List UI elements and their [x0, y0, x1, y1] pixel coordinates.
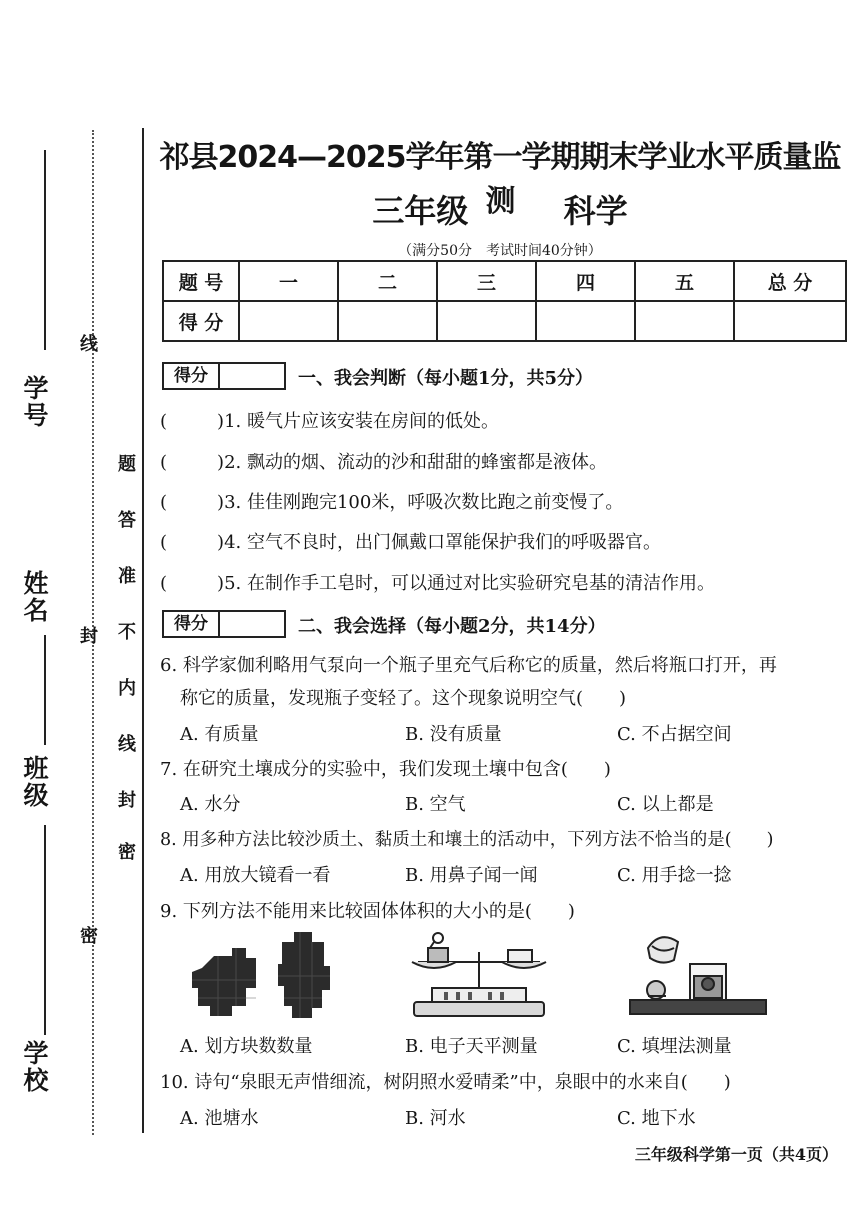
margin-rule [142, 128, 144, 1133]
q7-option-c[interactable]: C. 以上都是 [617, 794, 714, 815]
class-label: 班级 [20, 755, 49, 809]
grade-subject [150, 186, 850, 232]
score-cell[interactable] [338, 301, 437, 341]
student-id-label: 学号 [20, 375, 49, 429]
grade-label: 三年级 [372, 192, 469, 230]
section2-title: 二、我会选择（每小题2分，共14分） [298, 616, 606, 637]
section2-score-box [162, 610, 286, 638]
name-label: 姓名 [20, 570, 49, 624]
warning-char-2: 答 [118, 510, 136, 531]
school-label: 学校 [20, 1040, 49, 1094]
subject-label: 科学 [563, 192, 628, 230]
q6-option-b[interactable]: B. 没有质量 [405, 724, 502, 745]
score-box-blank[interactable] [220, 364, 284, 388]
score-cell[interactable] [635, 301, 734, 341]
q9-option-b[interactable]: B. 电子天平测量 [405, 1036, 538, 1057]
q6-option-a[interactable]: A. 有质量 [180, 724, 259, 745]
seal-char-secret: 密 [80, 926, 98, 947]
warning-char-8: 密 [118, 842, 136, 863]
burial-method-illustration [626, 926, 771, 1022]
score-table [162, 260, 847, 342]
q6-option-c[interactable]: C. 不占据空间 [617, 724, 732, 745]
q6-line2: 称它的质量，发现瓶子变轻了。这个现象说明空气( ) [180, 688, 627, 709]
answer-bracket[interactable]: ( ) [160, 532, 225, 553]
warning-char-7: 封 [118, 790, 136, 811]
q9-option-c[interactable]: C. 填埋法测量 [617, 1036, 732, 1057]
q6-line1: 6. 科学家伽利略用气泵向一个瓶子里充气后称它的质量，然后将瓶口打开，再 [160, 655, 777, 676]
q10-text: 10. 诗句“泉眼无声惜细流，树阴照水爱晴柔”中，泉眼中的水来自( ) [160, 1072, 731, 1093]
judge-item-text: 1. 暖气片应该安装在房间的低处。 [224, 411, 499, 432]
q7-text: 7. 在研究土壤成分的实验中，我们发现土壤中包含( ) [160, 759, 611, 780]
section1-title: 一、我会判断（每小题1分，共5分） [298, 368, 594, 389]
name-line [44, 635, 46, 745]
score-table-header-cell: 题 号 [163, 261, 239, 301]
score-table-score-row [163, 301, 846, 341]
score-table-header-cell: 二 [338, 261, 437, 301]
score-table-header-cell: 四 [536, 261, 635, 301]
q9-text: 9. 下列方法不能用来比较固体体积的大小的是( ) [160, 901, 575, 922]
score-cell[interactable] [734, 301, 846, 341]
warning-char-6: 线 [118, 734, 136, 755]
q8-option-b[interactable]: B. 用鼻子闻一闻 [405, 865, 538, 886]
q10-option-c[interactable]: C. 地下水 [617, 1108, 696, 1129]
answer-bracket[interactable]: ( ) [160, 492, 225, 513]
judge-item-text: 5. 在制作手工皂时，可以通过对比实验研究皂基的清洁作用。 [224, 573, 715, 594]
score-table-header-cell: 一 [239, 261, 338, 301]
q7-option-a[interactable]: A. 水分 [180, 794, 241, 815]
page-footer: 三年级科学第一页（共4页） [634, 1145, 838, 1164]
score-row-label: 得 分 [163, 301, 239, 341]
score-box-blank[interactable] [220, 612, 284, 636]
score-box-label: 得分 [164, 612, 220, 636]
answer-bracket[interactable]: ( ) [160, 573, 225, 594]
judge-item-2 [160, 448, 607, 474]
section1-score-box [162, 362, 286, 390]
judge-item-5 [160, 569, 715, 595]
judge-item-text: 2. 飘动的烟、流动的沙和甜甜的蜂蜜都是液体。 [224, 452, 607, 473]
q8-option-c[interactable]: C. 用手捻一捻 [617, 865, 732, 886]
judge-item-4 [160, 528, 661, 554]
answer-bracket[interactable]: ( ) [160, 411, 225, 432]
q7-option-b[interactable]: B. 空气 [405, 794, 466, 815]
class-line [44, 825, 46, 1035]
answer-bracket[interactable]: ( ) [160, 452, 225, 473]
seal-char-line: 线 [80, 334, 98, 355]
score-cell[interactable] [536, 301, 635, 341]
judge-item-1 [160, 407, 499, 433]
warning-char-3: 准 [118, 566, 136, 587]
score-cell[interactable] [437, 301, 536, 341]
score-table-header-cell: 三 [437, 261, 536, 301]
warning-char-4: 不 [118, 622, 136, 643]
judge-item-3 [160, 488, 623, 514]
q10-option-a[interactable]: A. 池塘水 [180, 1108, 259, 1129]
judge-item-text: 4. 空气不良时，出门佩戴口罩能保护我们的呼吸器官。 [224, 532, 661, 553]
score-box-label: 得分 [164, 364, 220, 388]
score-cell[interactable] [239, 301, 338, 341]
block-shapes-illustration [188, 928, 338, 1024]
seal-char-seal: 封 [80, 626, 98, 647]
score-table-header-row [163, 261, 846, 301]
balance-scale-illustration [404, 930, 554, 1026]
warning-char-1: 题 [118, 454, 136, 475]
exam-info: （满分50分 考试时间40分钟） [398, 243, 602, 259]
exam-title: 祁县2024—2025学年第一学期期末学业水平质量监测 [159, 140, 841, 219]
judge-item-text: 3. 佳佳刚跑完100米，呼吸次数比跑之前变慢了。 [224, 492, 624, 513]
score-table-header-cell: 五 [635, 261, 734, 301]
score-table-header-cell: 总 分 [734, 261, 846, 301]
q9-option-a[interactable]: A. 划方块数数量 [180, 1036, 313, 1057]
q10-option-b[interactable]: B. 河水 [405, 1108, 466, 1129]
warning-char-5: 内 [118, 678, 136, 699]
q8-option-a[interactable]: A. 用放大镜看一看 [180, 865, 331, 886]
q8-text: 8. 用多种方法比较沙质土、黏质土和壤土的活动中，下列方法不恰当的是( ) [160, 830, 774, 850]
student-id-line [44, 150, 46, 350]
